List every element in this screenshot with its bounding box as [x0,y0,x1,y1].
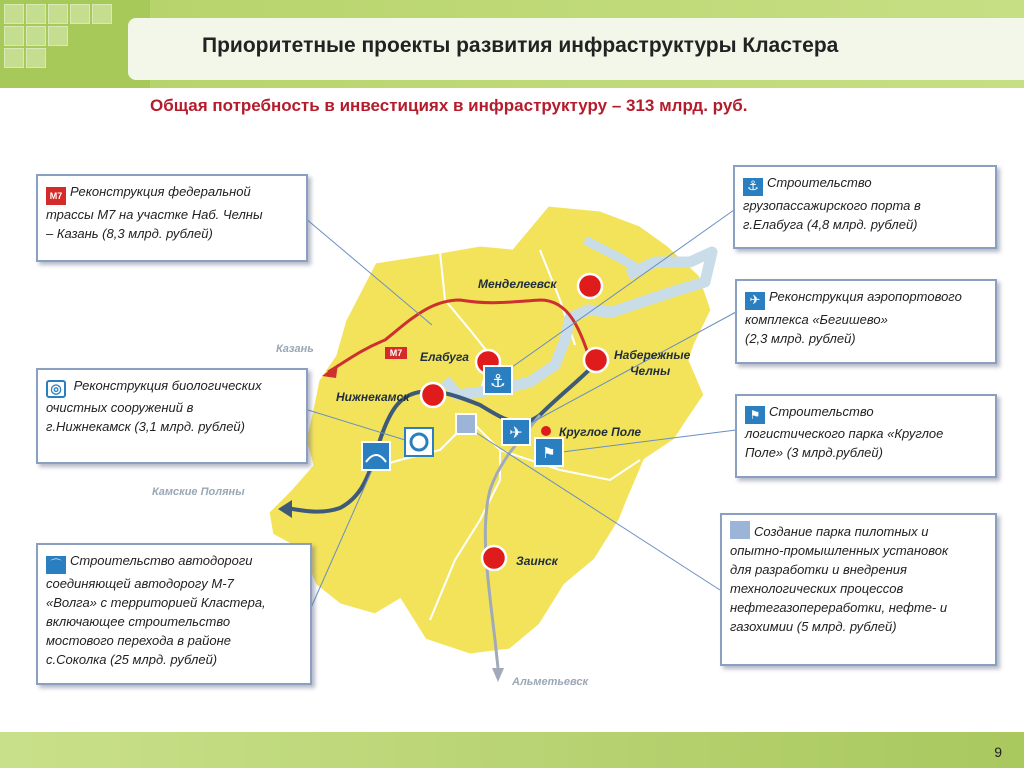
project-m7-text: Реконструкция федеральной [70,184,251,199]
page-number: 9 [994,744,1002,760]
project-port-text: грузопассажирского порта в [743,198,921,213]
city-marker-mendeleevsk [578,274,602,298]
city-label-elabuga: Елабуга [420,350,469,364]
project-logistics-text: Строительство [769,404,874,419]
project-logistics-text: логистического парка «Круглое [745,426,944,441]
svg-text:⚑: ⚑ [542,444,556,462]
svg-text:⚓: ⚓ [489,371,507,392]
city-label-naberezhnye: Набережные [614,348,691,362]
project-road-text: «Волга» с территорией Кластера, [46,595,266,610]
project-road-text: Строительство автодороги [70,553,253,568]
project-box-port [733,165,997,249]
project-bio-text: г.Нижнекамск (3,1 млрд. рублей) [46,419,245,434]
map-treatment-plant-icon [405,428,433,456]
map-airplane-icon [502,419,530,445]
project-box-airport [735,279,997,364]
project-port-text: Строительство [767,175,872,190]
project-road-text: с.Соколка (25 млрд. рублей) [46,652,218,667]
map-anchor-icon [484,366,512,394]
city-label-nizhnekamsk: Нижнекамск [336,390,410,404]
project-bio-text: Реконструкция биологических [73,378,262,393]
bridge-icon: ⌒ [46,556,66,574]
south-road-arrow-icon [492,668,504,682]
project-pilot-text: газохимии (5 млрд. рублей) [730,619,897,634]
project-box-logistics [735,394,997,478]
airplane-icon: ✈ [745,292,765,310]
city-marker-krugloe-pole [541,426,551,436]
project-port-text: г.Елабуга (4,8 млрд. рублей) [743,217,918,232]
treatment-plant-icon: ◎ [46,380,66,398]
project-logistics-text: Поле» (3 млрд.рублей) [745,445,883,460]
svg-text:✈: ✈ [509,423,523,442]
project-road-text: соединяющей автодорогу М-7 [46,576,234,591]
project-road-text: мостового перехода в районе [46,633,231,648]
direction-label-kamskie-polyany: Камские Поляны [152,486,245,498]
project-airport-text: Реконструкция аэропортового [769,289,962,304]
project-airport-text: (2,3 млрд. рублей) [745,331,856,346]
project-pilot-text: Создание парка пилотных и [754,524,929,539]
project-box-pilot [720,513,997,666]
project-pilot-text: нефтегазопереработки, нефте- и [730,600,948,615]
city-label-mendeleevsk: Менделеевск [478,277,557,291]
city-marker-chelny [584,348,608,372]
pilot-plant-icon [730,521,750,539]
city-label-chelny: Челны [630,364,671,378]
project-m7-text: – Казань (8,3 млрд. рублей) [46,226,213,241]
map-bridge-icon [362,442,390,470]
project-road-text: включающее строительство [46,614,231,629]
logistics-park-icon: ⚑ [745,406,765,424]
page-subtitle: Общая потребность в инвестициях в инфраструктуру – 313 млрд. руб. [150,96,748,115]
anchor-icon: ⚓ [743,178,763,196]
direction-label-kazan: Казань [276,343,314,355]
project-box-road [36,543,312,685]
map-pilot-plant-icon [456,414,476,434]
project-pilot-text: для разработки и внедрения [730,562,907,577]
footer-band [0,732,1024,768]
project-m7-text: трассы М7 на участке Наб. Челны [46,207,263,222]
project-airport-text: комплекса «Бегишево» [745,312,888,327]
city-marker-nizhnekamsk [421,383,445,407]
project-box-bio [36,368,308,464]
city-label-zainsk: Заинск [516,554,558,568]
m7-road-icon: М7 [46,187,66,205]
project-box-m7 [36,174,308,262]
project-pilot-text: опытно-промышленных установок [730,543,949,558]
direction-label-almetyevsk: Альметьевск [512,676,589,688]
page-title: Приоритетные проекты развития инфраструктуры Кластера [202,34,839,57]
m7-road-sign: М7 [385,347,407,359]
project-bio-text: очистных сооружений в [46,400,194,415]
map-logistics-park-icon [535,438,563,466]
project-pilot-text: технологических процессов [730,581,904,596]
city-label-krugloe-pole: Круглое Поле [559,425,642,439]
city-marker-zainsk [482,546,506,570]
